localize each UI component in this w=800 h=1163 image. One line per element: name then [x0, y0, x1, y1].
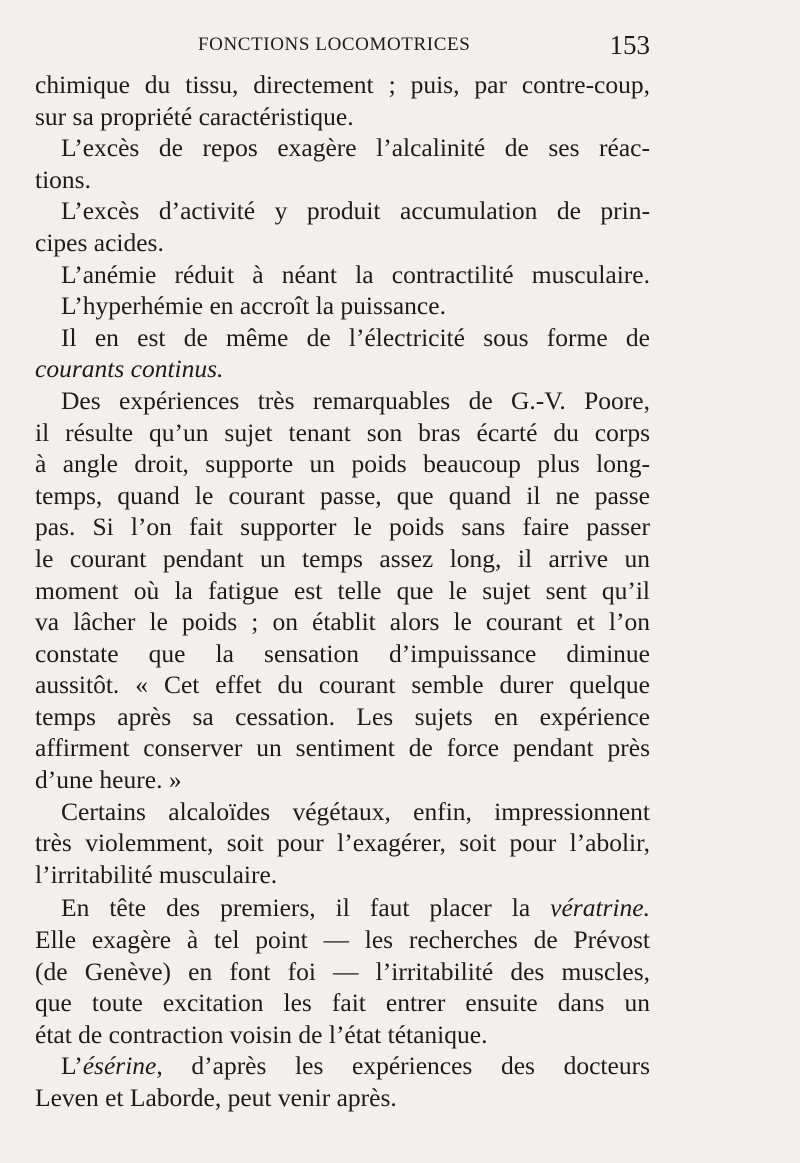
- text-segment: , d’après les expériences des docteurs: [156, 1051, 650, 1081]
- italic-term: vératrine.: [550, 893, 650, 923]
- text-line: constate que la sensation d’impuissance diminue: [35, 638, 650, 668]
- text-line: Il en est de même de l’électricité sous forme de: [61, 322, 650, 352]
- text-line: Elle exagère à tel point — les recherches de Prévost: [35, 925, 650, 955]
- text-line: Leven et Laborde, peut venir après.: [35, 1083, 397, 1112]
- text-line: L’excès d’activité y produit accumulation de prin-: [61, 196, 650, 226]
- text-line: tions.: [35, 164, 91, 194]
- body-text: [35, 69, 650, 1114]
- page-header: [36, 32, 650, 62]
- text-line: L’anémie réduit à néant la contractilité musculaire.: [61, 259, 650, 289]
- text-segment: L’: [61, 1051, 83, 1081]
- text-line: va lâcher le poids ; on établit alors le courant et l’on: [35, 607, 650, 637]
- text-line: temps après sa cessation. Les sujets en expérience: [35, 701, 650, 731]
- text-line: cipes acides.: [35, 227, 164, 257]
- text-line: L’excès de repos exagère l’alcalinité de ses réac-: [61, 133, 650, 163]
- text-line: (de Genève) en font foi — l’irritabilité des muscles,: [35, 956, 650, 986]
- text-line: d’une heure. »: [35, 765, 182, 795]
- text-segment: En tête des premiers, il faut placer la: [61, 893, 531, 923]
- text-line: chimique du tissu, directement ; puis, par contre-coup,: [35, 70, 650, 99]
- text-line: temps, quand le courant passe, que quand il ne passe: [35, 480, 650, 510]
- text-line: moment où la fatigue est telle que le sujet sent qu’il: [35, 575, 650, 605]
- text-line: [35, 1050, 650, 1082]
- text-line: le courant pendant un temps assez long, il arrive un: [35, 543, 650, 573]
- text-line: Certains alcaloïdes végétaux, enfin, impressionnent: [61, 796, 650, 826]
- text-line: affirment conserver un sentiment de force pendant près: [35, 733, 650, 763]
- text-line: il résulte qu’un sujet tenant son bras écarté du corps: [35, 417, 650, 447]
- page-number: 153: [609, 30, 650, 60]
- text-line: que toute excitation les fait entrer ensuite dans un: [35, 988, 650, 1018]
- text-line: à angle droit, supporte un poids beaucoup plus long-: [35, 449, 650, 479]
- text-line: L’hyperhémie en accroît la puissance.: [61, 291, 446, 321]
- running-title: FONCTIONS LOCOMOTRICES: [198, 34, 471, 55]
- text-line: sur sa propriété caractéristique.: [35, 101, 354, 131]
- text-line: Des expériences très remarquables de G.-V. Poore,: [61, 385, 650, 415]
- text-line: très violemment, soit pour l’exagérer, soit pour l’abolir,: [35, 828, 650, 858]
- text-line: [35, 892, 650, 924]
- italic-term: ésérine: [82, 1051, 157, 1081]
- text-line: pas. Si l’on fait supporter le poids sans faire passer: [35, 512, 650, 542]
- text-line: courants continus.: [35, 354, 224, 384]
- text-line: état de contraction voisin de l’état tétanique.: [35, 1019, 488, 1049]
- text-line: l’irritabilité musculaire.: [35, 859, 278, 889]
- text-line: aussitôt. « Cet effet du courant semble durer quelque: [35, 670, 650, 700]
